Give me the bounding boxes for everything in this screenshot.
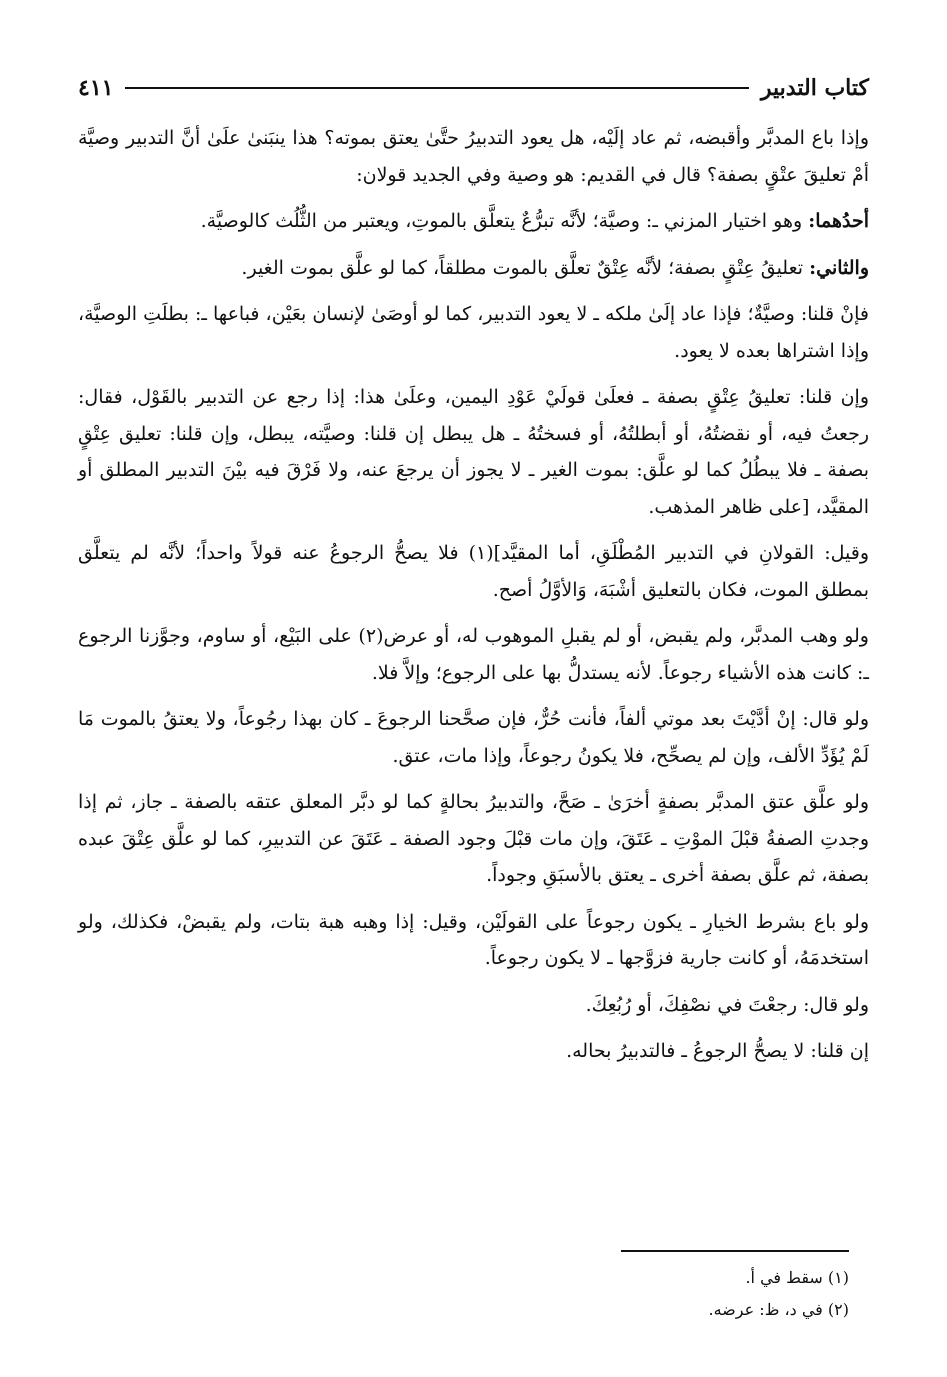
paragraph (78, 203, 869, 240)
paragraph (78, 250, 869, 287)
paragraph-text: وإن قلنا: تعليقُ عِتْقٍ بصفة ـ فعلَىٰ قولَيْ عَوْدِ اليمين، وعلَىٰ هذا: إذا رجع عن التدبير بالقَوْل، فقال: رجعتُ فيه، أو نقضتُهُ، أو أبطلتُهُ، أو فسختُهُ ـ هل يبطل إن قلنا: وصيَّته، يبطل، وإن قلنا: تعليق عِتْقٍ بصفة ـ فلا يبطُلُ كما لو علَّق: بموت الغير ـ لا يجوز أن يرجعَ عنه، ولا فَرْقَ فيه بيْنَ التدبير المطلق أو المقيَّد، [على ظاهر المذهب. (78, 386, 869, 518)
paragraph (78, 904, 869, 977)
paragraph (78, 120, 869, 193)
body-text (78, 120, 869, 1080)
footnotes (78, 1262, 849, 1326)
paragraph (78, 535, 869, 608)
paragraph-text: إن قلنا: لا يصحُّ الرجوعُ ـ فالتدبيرُ بحاله. (566, 1040, 869, 1062)
paragraph (78, 1033, 869, 1070)
paragraph (78, 701, 869, 774)
paragraph-text: وإذا باع المدبَّر وأقبضه، ثم عاد إلَيْه، هل يعود التدبيرُ حتَّىٰ يعتق بموته؟ هذا ينبَنىٰ علَىٰ أنَّ التدبير وصيَّة أمْ تعليقَ عتْقٍ بصفة؟ قال في القديم: هو وصية وفي الجديد قولان: (78, 127, 869, 186)
paragraph (78, 618, 869, 691)
paragraph-text: وقيل: القولانِ في التدبير المُطْلَقِ، أما المقيَّد](١) فلا يصحُّ الرجوعُ عنه قولاً واحداً؛ لأنَّه لم يتعلَّق بمطلق الموت، فكان بالتعليق أشْبَهَ، وَالأوَّلُ أصح. (78, 542, 869, 601)
paragraph-text: ولو علَّق عتق المدبَّر بصفةٍ أخرَىٰ ـ صَحَّ، والتدبيرُ بحالةٍ كما لو دبَّر المعلق عتقه بالصفة ـ جاز، ثم إذا وجدتِ الصفةُ قبْلَ الموْتِ ـ عَتَقَ، وإن مات قبْلَ وجود الصفة ـ عَتَقَ عن التدبيرِ، كما لو علَّق عِتْقَ عبده بصفة، ثم علَّق بصفة أخرى ـ يعتق بالأسبَقِ وجوداً. (78, 791, 869, 886)
page-number: ٤١١ (78, 75, 114, 101)
paragraph-text: فإنْ قلنا: وصيَّةٌ؛ فإذا عاد إلَىٰ ملكه ـ لا يعود التدبير، كما لو أوصَىٰ لإنسان بعَيْن، فباعها ـ: بطلَتِ الوصيَّة، وإذا اشتراها بعده لا يعود. (78, 303, 869, 362)
paragraph-text: تعليقُ عِتْقٍ بصفة؛ لأنَّه عِتْقٌ تعلَّق بالموت مطلقاً، كما لو علَّق بموت الغير. (241, 256, 810, 279)
paragraph-lead: أحدُهما: (808, 210, 869, 232)
header-rule (125, 87, 748, 89)
paragraph-lead: والثاني: (809, 256, 869, 279)
footnote-rule (621, 1250, 849, 1252)
paragraph-text: ولو باع بشرط الخيارِ ـ يكون رجوعاً على القولَيْن، وقيل: إذا وهبه هبة بتات، ولم يقبضْ، فكذلك، ولو استخدمَهُ، أو كانت جارية فزوَّجها ـ لا يكون رجوعاً. (78, 910, 869, 969)
book-title: كتاب التدبير (760, 75, 869, 101)
paragraph-text: ولو قال: رجعْتَ في نصْفِكَ، أو رُبُعِكَ. (585, 993, 869, 1016)
footnote: (٢) في د، ظ: عرضه. (708, 1300, 849, 1319)
paragraph-text: وهو اختيار المزني ـ: وصيَّة؛ لأنَّه تبرُّعٌ يتعلَّق بالموتِ، ويعتبر من الثُّلُث كالوصيَّة. (200, 210, 809, 232)
footnote: (١) سقط في أ. (745, 1268, 849, 1287)
paragraph-text: ولو وهب المدبَّر، ولم يقبض، أو لم يقبلِ الموهوب له، أو عرض(٢) على البَيْع، أو ساوم، وجوَّزنا الرجوع ـ: كانت هذه الأشياء رجوعاً. لأنه يستدلُّ بها على الرجوع؛ وإلاَّ فلا. (78, 625, 869, 684)
paragraph (78, 784, 869, 894)
paragraph (78, 987, 869, 1024)
paragraph (78, 296, 869, 369)
paragraph-text: ولو قال: إنْ أدَّيْتَ بعد موتي ألفاً، فأنت حُرٌّ، فإن صحَّحنا الرجوعَ ـ كان بهذا رجُوعاً، ولا يعتقُ بالموت مَا لَمْ يُؤَدِّ الألف، وإن لم يصحِّح، فلا يكونُ رجوعاً، وإذا مات، عتق. (78, 708, 870, 767)
running-header (78, 70, 869, 106)
paragraph (78, 379, 869, 525)
